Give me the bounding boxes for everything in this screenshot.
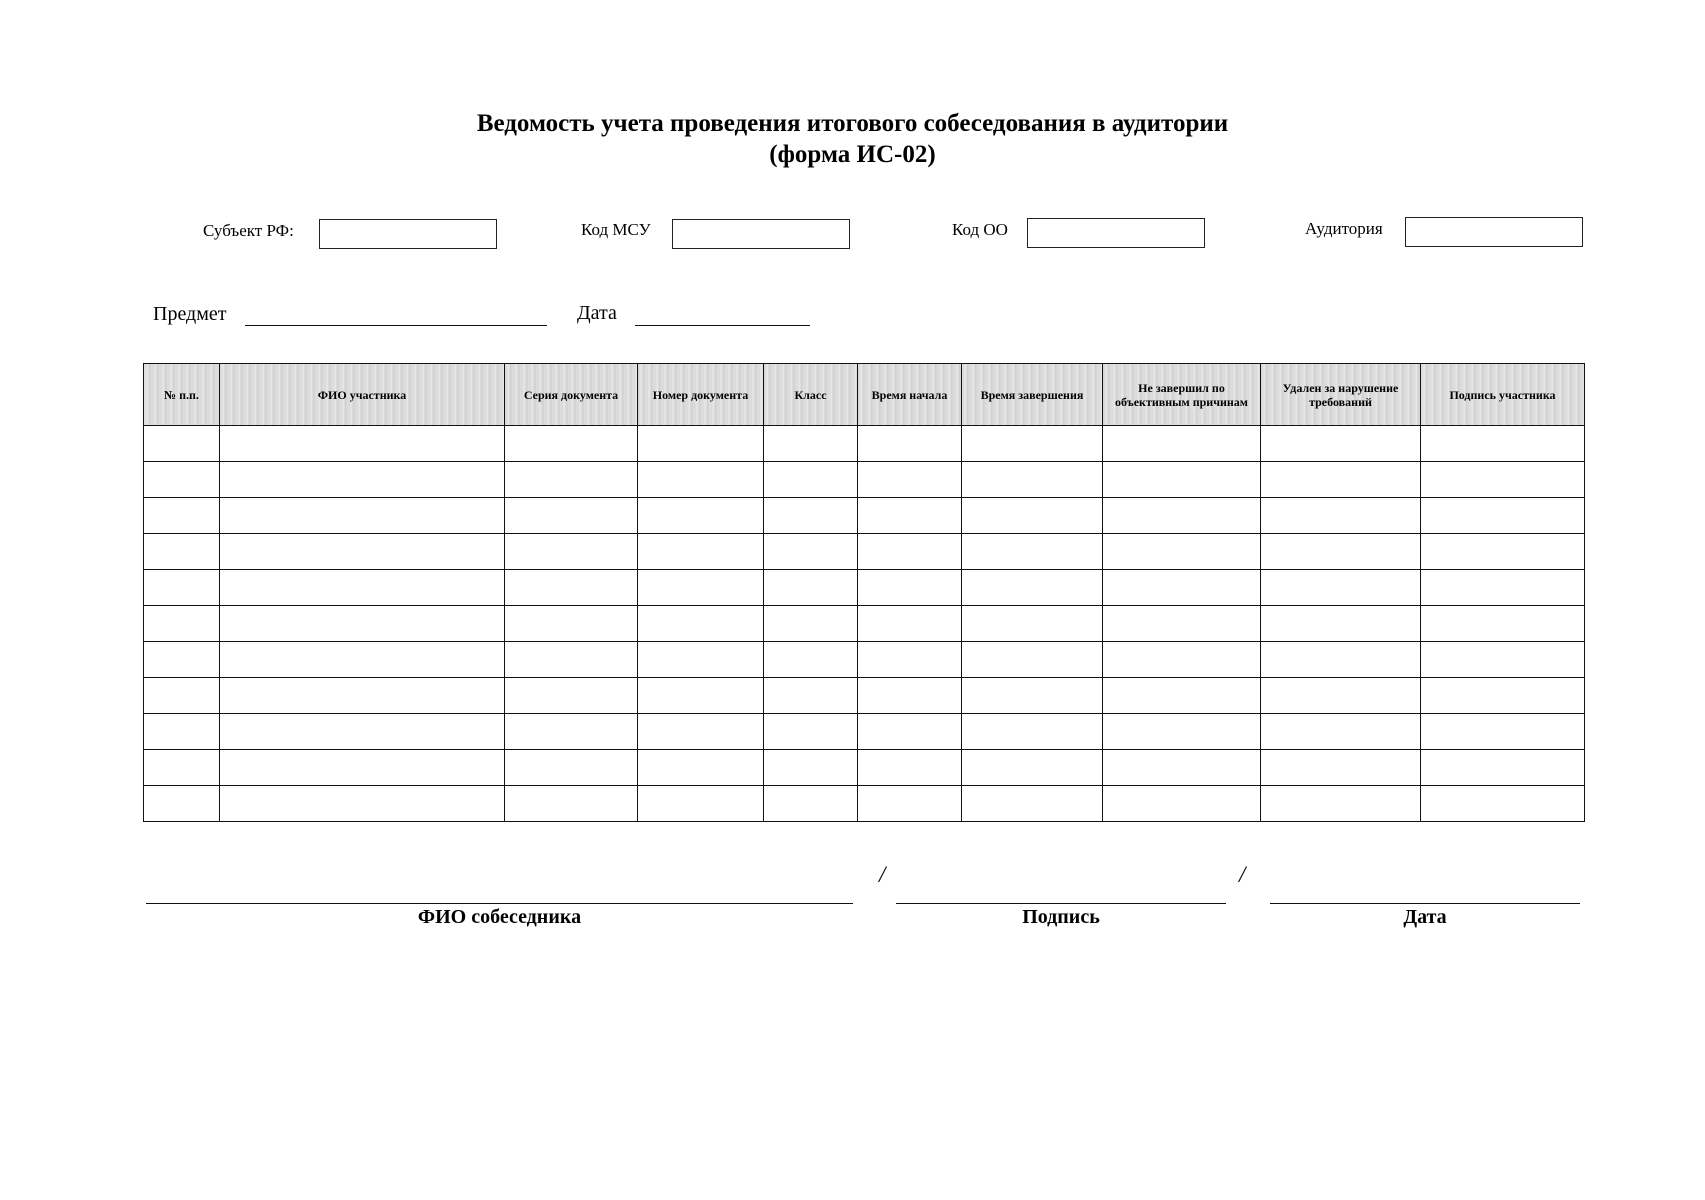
table-cell[interactable] [1103, 606, 1261, 642]
table-cell[interactable] [962, 678, 1103, 714]
table-cell[interactable] [858, 426, 962, 462]
table-cell[interactable] [638, 786, 764, 822]
table-cell[interactable] [1103, 678, 1261, 714]
title-form-code: (форма ИС-02) [769, 141, 936, 168]
table-cell[interactable] [1261, 426, 1421, 462]
kod-oo-box[interactable] [1027, 218, 1205, 248]
col-header-class: Класс [764, 364, 858, 426]
table-cell[interactable] [764, 426, 858, 462]
table-cell[interactable] [858, 750, 962, 786]
table-cell[interactable] [220, 786, 505, 822]
predmet-label: Предмет [153, 303, 227, 325]
table-cell[interactable] [505, 570, 638, 606]
table-row [144, 534, 1585, 570]
table-cell[interactable] [1421, 678, 1585, 714]
auditoriya-label: Аудитория [1305, 219, 1383, 238]
table-cell[interactable] [962, 462, 1103, 498]
table-cell[interactable] [858, 786, 962, 822]
table-cell[interactable] [1261, 462, 1421, 498]
table-row [144, 642, 1585, 678]
separator-slash-2: / [1239, 862, 1246, 887]
col-header-not-completed: Не завершил по объективным причинам [1103, 364, 1261, 426]
document-title [0, 108, 1705, 170]
table-row [144, 426, 1585, 462]
fio-caption: ФИО собеседника [417, 906, 582, 928]
table-cell[interactable] [220, 570, 505, 606]
table-cell[interactable] [505, 642, 638, 678]
table-cell[interactable] [144, 714, 220, 750]
col-header-doc-series: Серия документа [505, 364, 638, 426]
table-cell[interactable] [764, 570, 858, 606]
col-header-end-time: Время завершения [962, 364, 1103, 426]
table-cell[interactable] [220, 498, 505, 534]
table-cell[interactable] [1261, 606, 1421, 642]
table-cell[interactable] [1261, 678, 1421, 714]
table-cell[interactable] [1421, 714, 1585, 750]
table-cell[interactable] [505, 534, 638, 570]
table-cell[interactable] [220, 678, 505, 714]
participants-table [143, 363, 1585, 822]
table-cell[interactable] [220, 426, 505, 462]
table-cell[interactable] [1261, 570, 1421, 606]
separator-slash-1: / [879, 862, 886, 887]
table-cell[interactable] [1103, 462, 1261, 498]
table-cell[interactable] [144, 426, 220, 462]
table-cell[interactable] [858, 642, 962, 678]
table-cell[interactable] [505, 678, 638, 714]
table-cell[interactable] [962, 426, 1103, 462]
table-cell[interactable] [764, 534, 858, 570]
table-cell[interactable] [858, 678, 962, 714]
table-cell[interactable] [1261, 786, 1421, 822]
data-sign-line[interactable] [1270, 903, 1580, 904]
data-caption: Дата [1403, 906, 1447, 928]
table-cell[interactable] [962, 786, 1103, 822]
table-cell[interactable] [505, 498, 638, 534]
table-cell[interactable] [505, 714, 638, 750]
table-cell[interactable] [505, 426, 638, 462]
table-cell[interactable] [858, 606, 962, 642]
predmet-line[interactable] [245, 325, 547, 326]
table-cell[interactable] [220, 606, 505, 642]
table-cell[interactable] [1421, 426, 1585, 462]
table-cell[interactable] [144, 534, 220, 570]
subject-rf-box[interactable] [319, 219, 497, 249]
table-cell[interactable] [144, 642, 220, 678]
table-cell[interactable] [144, 678, 220, 714]
table-cell[interactable] [962, 606, 1103, 642]
table-cell[interactable] [144, 498, 220, 534]
table-cell[interactable] [144, 570, 220, 606]
table-cell[interactable] [1261, 750, 1421, 786]
table-row [144, 678, 1585, 714]
title-main: Ведомость учета проведения итогового собеседования в аудитории [476, 110, 1229, 137]
col-header-signature: Подпись участника [1421, 364, 1585, 426]
data-line[interactable] [635, 325, 810, 326]
table-cell[interactable] [505, 786, 638, 822]
table-cell[interactable] [1421, 642, 1585, 678]
data-label: Дата [577, 302, 617, 324]
table-row [144, 462, 1585, 498]
kod-msu-box[interactable] [672, 219, 850, 249]
table-cell[interactable] [858, 498, 962, 534]
table-cell[interactable] [1261, 534, 1421, 570]
table-cell[interactable] [1103, 498, 1261, 534]
table-cell[interactable] [1261, 714, 1421, 750]
table-cell[interactable] [144, 750, 220, 786]
table-cell[interactable] [220, 714, 505, 750]
table-cell[interactable] [764, 750, 858, 786]
table-cell[interactable] [962, 750, 1103, 786]
col-header-number: № п.п. [144, 364, 220, 426]
table-cell[interactable] [764, 498, 858, 534]
table-cell[interactable] [1421, 786, 1585, 822]
table-cell[interactable] [764, 714, 858, 750]
podpis-caption: Подпись [1022, 906, 1100, 928]
table-cell[interactable] [1103, 786, 1261, 822]
table-cell[interactable] [638, 426, 764, 462]
table-cell[interactable] [764, 606, 858, 642]
table-cell[interactable] [505, 750, 638, 786]
table-cell[interactable] [220, 534, 505, 570]
table-cell[interactable] [962, 714, 1103, 750]
table-cell[interactable] [1421, 534, 1585, 570]
table-cell[interactable] [858, 462, 962, 498]
table-cell[interactable] [144, 606, 220, 642]
auditoriya-box[interactable] [1405, 217, 1583, 247]
table-cell[interactable] [638, 642, 764, 678]
table-cell[interactable] [1103, 570, 1261, 606]
kod-oo-label: Код ОО [952, 220, 1008, 239]
table-cell[interactable] [638, 714, 764, 750]
table-cell[interactable] [764, 642, 858, 678]
table-cell[interactable] [638, 678, 764, 714]
table-row [144, 498, 1585, 534]
table-cell[interactable] [1103, 750, 1261, 786]
table-cell[interactable] [1103, 642, 1261, 678]
table-row [144, 786, 1585, 822]
fio-line[interactable] [146, 903, 853, 904]
table-cell[interactable] [858, 714, 962, 750]
kod-msu-label: Код МСУ [581, 220, 651, 239]
table-cell[interactable] [1421, 462, 1585, 498]
table-cell[interactable] [764, 462, 858, 498]
table-cell[interactable] [1261, 498, 1421, 534]
table-cell[interactable] [144, 786, 220, 822]
table-row [144, 606, 1585, 642]
table-row [144, 750, 1585, 786]
col-header-doc-number: Номер документа [638, 364, 764, 426]
table-cell[interactable] [858, 570, 962, 606]
table-cell[interactable] [144, 462, 220, 498]
subject-rf-label: Субъект РФ: [203, 221, 294, 240]
podpis-line[interactable] [896, 903, 1226, 904]
table-cell[interactable] [220, 462, 505, 498]
table-cell[interactable] [220, 750, 505, 786]
table-cell[interactable] [505, 462, 638, 498]
table-cell[interactable] [638, 498, 764, 534]
table-cell[interactable] [1103, 426, 1261, 462]
table-cell[interactable] [1421, 498, 1585, 534]
table-cell[interactable] [1421, 570, 1585, 606]
table-cell[interactable] [962, 570, 1103, 606]
table-header-row [144, 364, 1585, 426]
table-cell[interactable] [1421, 606, 1585, 642]
col-header-start-time: Время начала [858, 364, 962, 426]
table-cell[interactable] [638, 570, 764, 606]
table-cell[interactable] [962, 534, 1103, 570]
table-cell[interactable] [1103, 534, 1261, 570]
table-cell[interactable] [764, 678, 858, 714]
table-cell[interactable] [1421, 750, 1585, 786]
table-cell[interactable] [638, 750, 764, 786]
table-cell[interactable] [638, 606, 764, 642]
col-header-fio: ФИО участника [220, 364, 505, 426]
table-row [144, 714, 1585, 750]
col-header-removed: Удален за нарушение требований [1261, 364, 1421, 426]
table-cell[interactable] [962, 498, 1103, 534]
table-cell[interactable] [638, 534, 764, 570]
table-cell[interactable] [764, 786, 858, 822]
table-row [144, 570, 1585, 606]
table-cell[interactable] [962, 642, 1103, 678]
table-cell[interactable] [1261, 642, 1421, 678]
table-cell[interactable] [638, 462, 764, 498]
table-cell[interactable] [858, 534, 962, 570]
table-cell[interactable] [505, 606, 638, 642]
table-cell[interactable] [1103, 714, 1261, 750]
table-cell[interactable] [220, 642, 505, 678]
